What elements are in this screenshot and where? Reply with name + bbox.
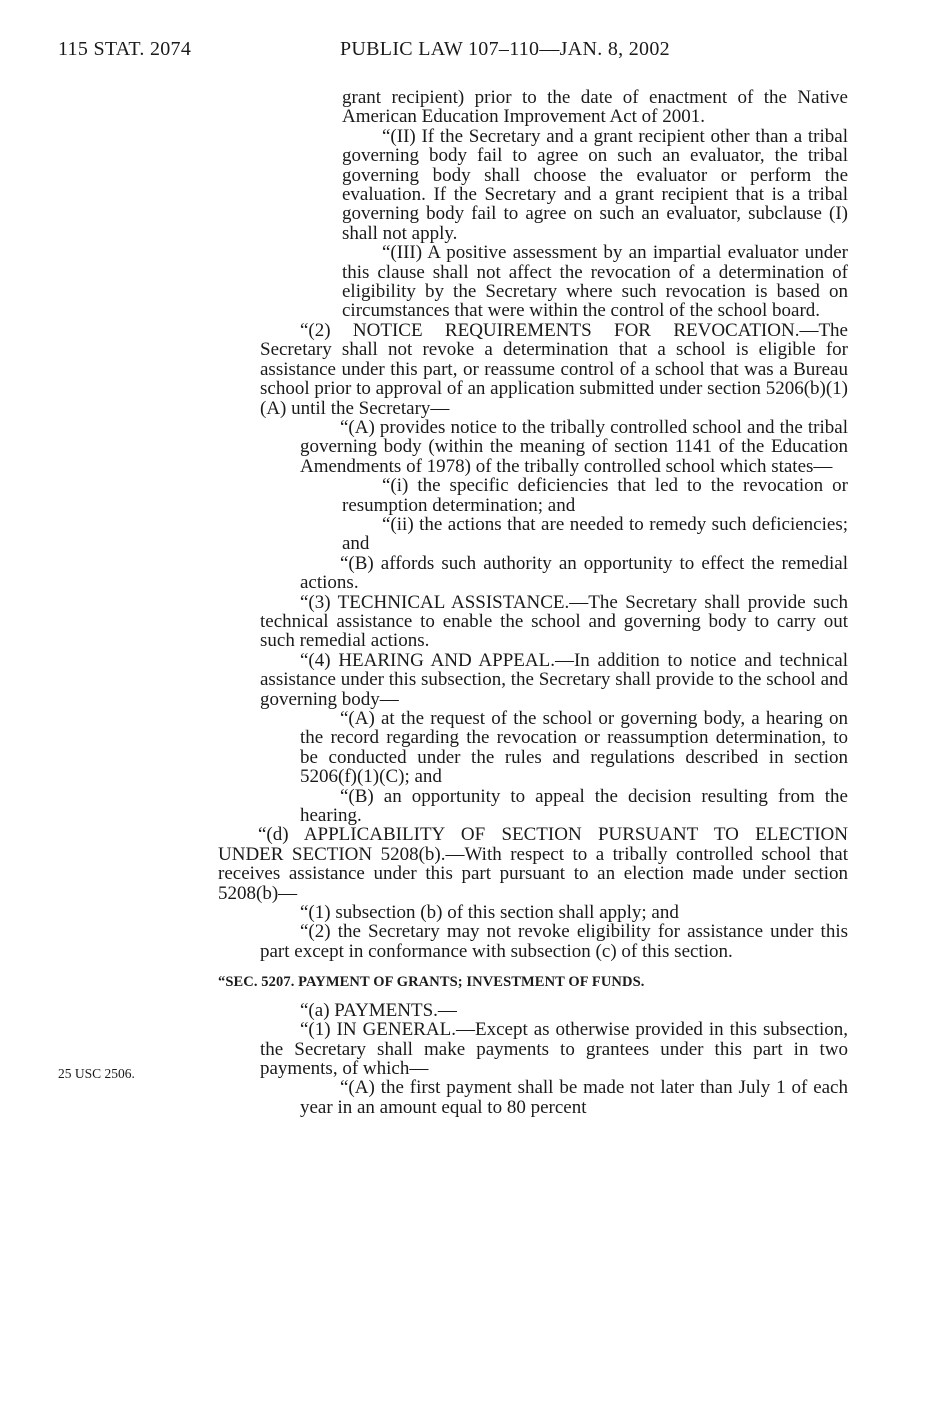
stat-citation: 115 STAT. 2074 — [58, 38, 192, 60]
paragraph-d-1: “(1) subsection (b) of this section shall apply; and — [300, 902, 679, 924]
subclause-II: “(II) If the Secretary and a grant recipient other than a tribal governing body fail to agree on such an evaluator, the tribal governing body shall choose the evaluator or perform the evaluation. If the Secretary and a grant recipient that is a tribal governing body fail to agree on such an evaluator, subclause (I) shall not apply. — [342, 125, 848, 244]
subparagraph-B-appeal: “(B) an opportunity to appeal the decision resulting from the hearing. — [300, 785, 848, 827]
clause-i: “(i) the specific deficiencies that led to the revocation or resumption determination; and — [342, 475, 848, 516]
subparagraph-A-notice: “(A) provides notice to the tribally controlled school and the tribal governing body (within the meaning of section 1141 of the Education Amendments of 1978) of the tribally controlled school which states— — [300, 416, 848, 477]
section-heading: “SEC. 5207. PAYMENT OF GRANTS; INVESTMENT OF FUNDS. — [218, 974, 645, 991]
margin-citation: 25 USC 2506. — [58, 1066, 135, 1081]
paragraph-d-2: “(2) the Secretary may not revoke eligibility for assistance under this part except in conformance with subsection (c) of this section. — [260, 921, 848, 962]
subclause-III: “(III) A positive assessment by an impartial evaluator under this clause shall not affect the revocation of a determination of eligibility by the Secretary where such revocation is based on circumstances that were within the control of the school board. — [342, 242, 848, 322]
clause-ii: “(ii) the actions that are needed to remedy such deficiencies; and — [342, 513, 848, 555]
subsection-d: “(d) APPLICABILITY OF SECTION PURSUANT TO ELECTION UNDER SECTION 5208(b).—With respect to a tribally controlled school that receives assistance under this part pursuant to an election made under section 5208(b)— — [218, 824, 848, 904]
paragraph-2-notice: “(2) NOTICE REQUIREMENTS FOR REVOCATION.—The Secretary shall not revoke a determination that a school is eligible for assistance under this part, or reassume control of a school that was a Bureau school prior to approval of an application submitted under section 5206(b)(1)(A) until the Secretary— — [260, 319, 848, 419]
body-text — [218, 88, 848, 1117]
paragraph-continuation: grant recipient) prior to the date of enactment of the Native American Education Improvement Act of 2001. — [342, 87, 848, 128]
subsection-a-heading: “(a) PAYMENTS.— — [300, 999, 457, 1021]
running-header: PUBLIC LAW 107–110—JAN. 8, 2002 — [340, 38, 670, 60]
subparagraph-B-affords: “(B) affords such authority an opportunity to effect the remedial actions. — [300, 552, 848, 594]
subparagraph-A-payment: “(A) the first payment shall be made not later than July 1 of each year in an amount equal to 80 percent — [300, 1077, 848, 1118]
paragraph-3-technical: “(3) TECHNICAL ASSISTANCE.—The Secretary shall provide such technical assistance to enable the school and governing body to carry out such remedial actions. — [260, 591, 848, 652]
paragraph-4-hearing: “(4) HEARING AND APPEAL.—In addition to notice and technical assistance under this subsection, the Secretary shall provide to the school and governing body— — [260, 649, 848, 710]
paragraph-a-1: “(1) IN GENERAL.—Except as otherwise provided in this subsection, the Secretary shall make payments to grantees under this part in two payments, of which— — [260, 1019, 848, 1079]
subparagraph-A-hearing: “(A) at the request of the school or governing body, a hearing on the record regarding the revocation or reassumption determination, to be conducted under the rules and regulations described in section 5206(f)(1)(C); and — [300, 708, 848, 788]
